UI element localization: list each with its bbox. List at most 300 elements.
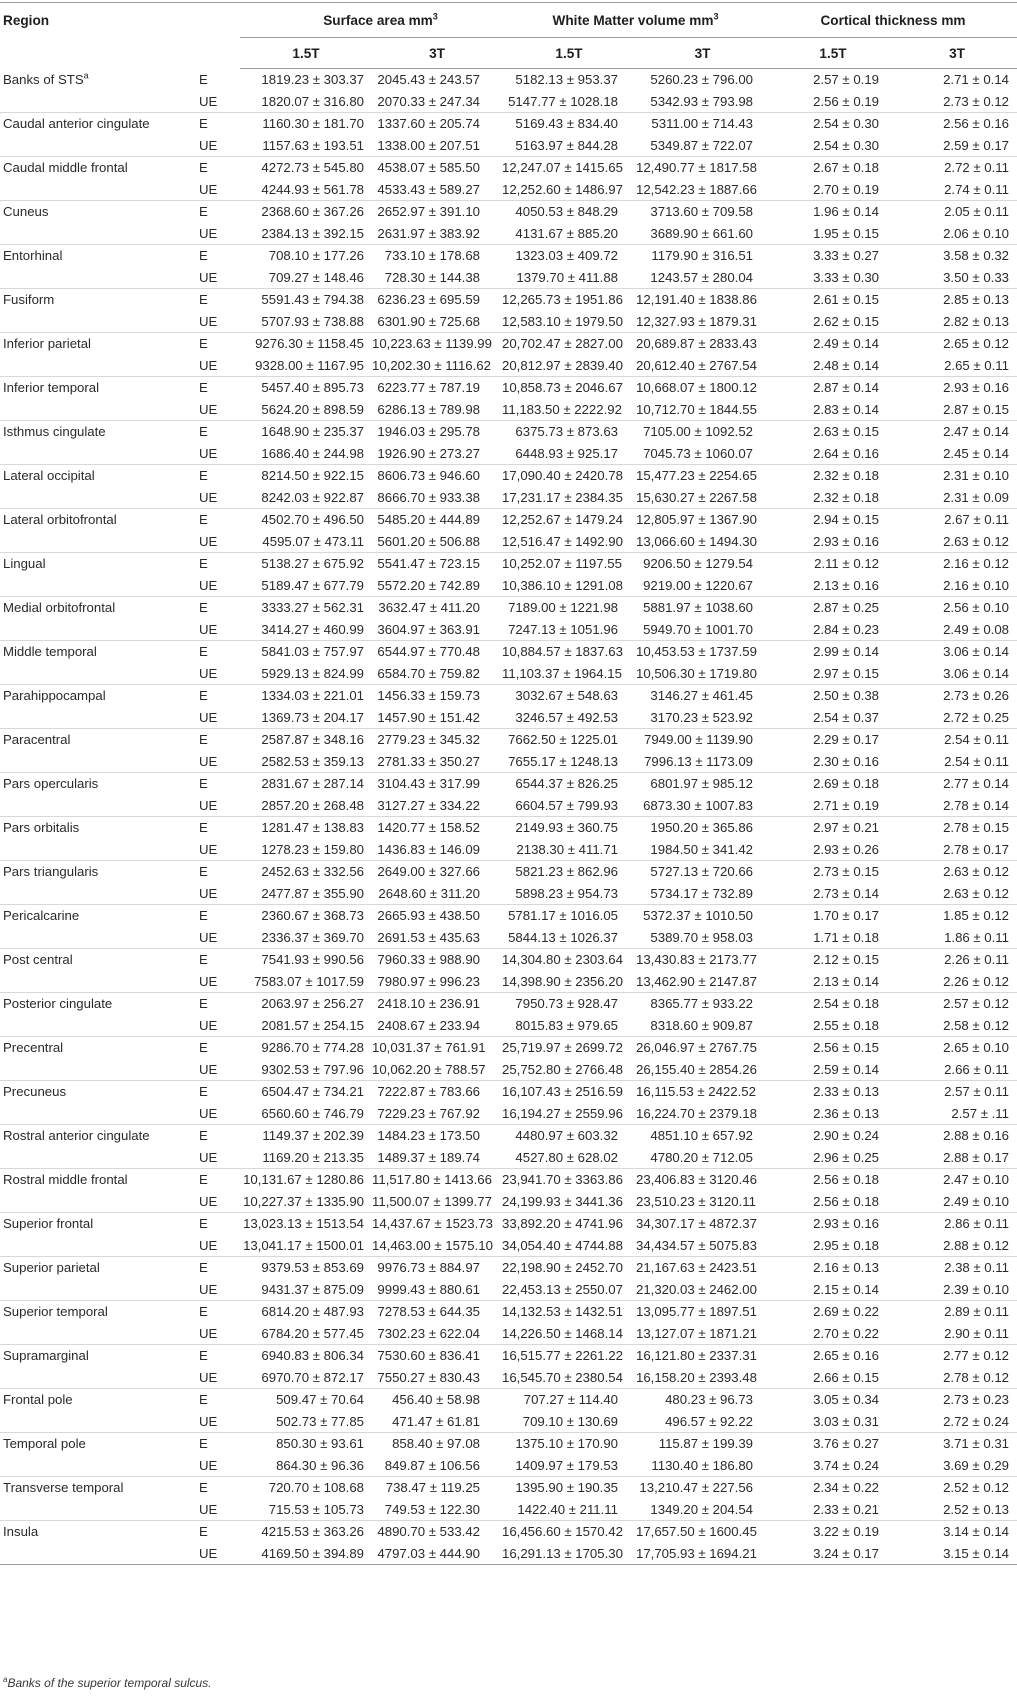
value-cell: 14,463.00 ± 1575.10	[372, 1237, 493, 1253]
table-row	[0, 663, 1017, 685]
value-cell: 34,054.40 ± 4744.88	[502, 1237, 623, 1253]
table-row	[0, 575, 1017, 597]
condition-cell: UE	[199, 225, 218, 241]
value-cell: 2.78 ± 0.14	[943, 797, 1009, 813]
value-cell: 2.56 ± 0.18	[813, 1193, 879, 1209]
value-cell: 2.93 ± 0.26	[813, 841, 879, 857]
value-cell: 2.85 ± 0.13	[897, 289, 1017, 311]
region-cell	[0, 1323, 197, 1345]
value-cell: 3.14 ± 0.14	[897, 1521, 1017, 1543]
value-cell: 7302.23 ± 622.04	[377, 1325, 480, 1341]
header-ct-3t: 3T	[897, 38, 1017, 69]
table-row	[0, 641, 1017, 663]
condition-cell: UE	[199, 885, 218, 901]
value-cell: 6970.70 ± 872.17	[261, 1369, 364, 1385]
value-cell: 2.72 ± 0.24	[943, 1413, 1009, 1429]
value-cell: 3146.27 ± 461.45	[636, 685, 769, 707]
value-cell: 5457.40 ± 895.73	[240, 377, 372, 399]
value-cell: 2.29 ± 0.17	[769, 729, 897, 751]
value-cell: 17,090.40 ± 2420.78	[502, 465, 636, 487]
value-cell: 12,542.23 ± 1887.66	[636, 181, 757, 197]
table-row	[0, 1455, 1017, 1477]
value-cell: 7247.13 ± 1051.96	[508, 621, 618, 637]
table-row	[0, 1345, 1017, 1367]
value-cell: 456.40 ± 58.98	[372, 1389, 502, 1411]
value-cell: 11,103.37 ± 1964.15	[502, 665, 622, 681]
value-cell: 2.71 ± 0.19	[813, 797, 879, 813]
value-cell: 2.73 ± 0.26	[897, 685, 1017, 707]
value-cell: 6301.90 ± 725.68	[377, 313, 480, 329]
condition-cell: E	[197, 1345, 240, 1367]
value-cell: 2.72 ± 0.25	[943, 709, 1009, 725]
table-row	[0, 311, 1017, 333]
value-cell: 2.70 ± 0.19	[813, 181, 879, 197]
value-cell: 2384.13 ± 392.15	[261, 225, 364, 241]
condition-cell: UE	[199, 1457, 218, 1473]
value-cell: 23,406.83 ± 3120.46	[636, 1169, 769, 1191]
value-cell: 3.06 ± 0.14	[897, 641, 1017, 663]
value-cell: 2.78 ± 0.12	[943, 1369, 1009, 1385]
region-cell	[0, 1499, 197, 1521]
value-cell: 22,453.13 ± 2550.07	[502, 1281, 623, 1297]
region-cell: Caudal anterior cingulate	[0, 113, 197, 135]
value-cell: 2.63 ± 0.15	[769, 421, 897, 443]
value-cell: 14,226.50 ± 1468.14	[502, 1325, 623, 1341]
header-ct-1-5t: 1.5T	[769, 38, 897, 69]
condition-cell: UE	[199, 533, 218, 549]
condition-cell: UE	[199, 401, 218, 417]
value-cell: 2.83 ± 0.14	[813, 401, 879, 417]
condition-cell: E	[197, 333, 240, 355]
value-cell: 3.22 ± 0.19	[769, 1521, 897, 1543]
condition-cell: E	[197, 509, 240, 531]
value-cell: 3.71 ± 0.31	[897, 1433, 1017, 1455]
header-region: Region	[0, 3, 197, 69]
table-row	[0, 333, 1017, 355]
region-cell: Temporal pole	[0, 1433, 197, 1455]
value-cell: 2.15 ± 0.14	[813, 1281, 879, 1297]
value-cell: 10,386.10 ± 1291.08	[502, 577, 623, 593]
value-cell: 2.45 ± 0.14	[943, 445, 1009, 461]
value-cell: 9286.70 ± 774.28	[240, 1037, 372, 1059]
value-cell: 5881.97 ± 1038.60	[636, 597, 769, 619]
value-cell: 16,115.53 ± 2422.52	[636, 1081, 769, 1103]
region-cell: Paracentral	[0, 729, 197, 751]
value-cell: 858.40 ± 97.08	[372, 1433, 502, 1455]
header-white-matter-volume: White Matter volume $mm^3$	[502, 3, 769, 38]
value-cell: 2.63 ± 0.12	[943, 533, 1009, 549]
value-cell: 2.57 ± 0.19	[813, 72, 879, 88]
value-cell: 1337.60 ± 205.74	[372, 113, 502, 135]
region-cell	[0, 795, 197, 817]
value-cell: 738.47 ± 119.25	[372, 1477, 502, 1499]
value-cell: 707.27 ± 114.40	[502, 1389, 636, 1411]
value-cell: 16,121.80 ± 2337.31	[636, 1345, 769, 1367]
value-cell: 2477.87 ± 355.90	[261, 885, 364, 901]
value-cell: 708.10 ± 177.26	[240, 245, 372, 267]
value-cell: 5707.93 ± 738.88	[261, 313, 364, 329]
value-cell: 4890.70 ± 533.42	[372, 1521, 502, 1543]
value-cell: 1349.20 ± 204.54	[650, 1501, 753, 1517]
value-cell: 15,477.23 ± 2254.65	[636, 465, 769, 487]
value-cell: 7949.00 ± 1139.90	[636, 729, 769, 751]
value-cell: 720.70 ± 108.68	[240, 1477, 372, 1499]
region-cell: Posterior cingulate	[0, 993, 197, 1015]
value-cell: 17,231.17 ± 2384.35	[502, 489, 623, 505]
value-cell: 2.56 ± 0.16	[897, 113, 1017, 135]
value-cell: 1422.40 ± 211.11	[517, 1501, 618, 1517]
value-cell: 10,884.57 ± 1837.63	[502, 641, 636, 663]
value-cell: 2.56 ± 0.18	[769, 1169, 897, 1191]
table-row	[0, 927, 1017, 949]
region-cell: Middle temporal	[0, 641, 197, 663]
condition-cell: UE	[199, 1105, 218, 1121]
table-row	[0, 1125, 1017, 1147]
value-cell: 25,719.97 ± 2699.72	[502, 1037, 636, 1059]
region-cell	[0, 1411, 197, 1433]
region-cell: Rostral middle frontal	[0, 1169, 197, 1191]
value-cell: 5541.47 ± 723.15	[372, 553, 502, 575]
region-cell: Medial orbitofrontal	[0, 597, 197, 619]
value-cell: 2.77 ± 0.12	[897, 1345, 1017, 1367]
value-cell: 2.54 ± 0.30	[813, 137, 879, 153]
value-cell: 1984.50 ± 341.42	[650, 841, 753, 857]
value-cell: 2.13 ± 0.14	[813, 973, 879, 989]
value-cell: 2.66 ± 0.15	[813, 1369, 879, 1385]
value-cell: 11,183.50 ± 2222.92	[502, 401, 622, 417]
table-row	[0, 1213, 1017, 1235]
condition-cell: UE	[199, 709, 218, 725]
value-cell: 8242.03 ± 922.87	[261, 489, 364, 505]
region-cell: Pars opercularis	[0, 773, 197, 795]
table-row	[0, 861, 1017, 883]
value-cell: 2.65 ± 0.12	[897, 333, 1017, 355]
value-cell: 2652.97 ± 391.10	[372, 201, 502, 223]
value-cell: 4595.07 ± 473.11	[262, 533, 364, 549]
condition-cell: UE	[199, 577, 218, 593]
value-cell: 2081.57 ± 254.15	[261, 1017, 364, 1033]
value-cell: 2587.87 ± 348.16	[240, 729, 372, 751]
region-cell: Lingual	[0, 553, 197, 575]
region-cell	[0, 223, 197, 245]
region-cell: Cuneus	[0, 201, 197, 223]
value-cell: 864.30 ± 96.36	[276, 1457, 364, 1473]
region-cell	[0, 531, 197, 553]
condition-cell: UE	[199, 1325, 218, 1341]
table-row	[0, 443, 1017, 465]
value-cell: 13,066.60 ± 1494.30	[636, 533, 757, 549]
value-cell: 13,127.07 ± 1871.21	[636, 1325, 757, 1341]
value-cell: 2779.23 ± 345.32	[372, 729, 502, 751]
value-cell: 2.47 ± 0.14	[897, 421, 1017, 443]
data-table	[0, 2, 1017, 1565]
value-cell: 3.33 ± 0.30	[813, 269, 879, 285]
condition-cell: E	[197, 289, 240, 311]
value-cell: 5591.43 ± 794.38	[240, 289, 372, 311]
value-cell: 2.52 ± 0.12	[897, 1477, 1017, 1499]
table-body	[0, 69, 1017, 1565]
value-cell: 1323.03 ± 409.72	[502, 245, 636, 267]
value-cell: 3.33 ± 0.27	[769, 245, 897, 267]
value-cell: 3.06 ± 0.14	[943, 665, 1009, 681]
condition-cell: E	[197, 1213, 240, 1235]
value-cell: 10,252.07 ± 1197.55	[502, 553, 636, 575]
value-cell: 3.58 ± 0.32	[897, 245, 1017, 267]
region-cell	[0, 1367, 197, 1389]
value-cell: 4272.73 ± 545.80	[240, 157, 372, 179]
value-cell: 4050.53 ± 848.29	[502, 201, 636, 223]
value-cell: 6375.73 ± 873.63	[502, 421, 636, 443]
value-cell: 3104.43 ± 317.99	[372, 773, 502, 795]
table-row	[0, 729, 1017, 751]
condition-cell: E	[197, 641, 240, 663]
table-row	[0, 1059, 1017, 1081]
value-cell: 2665.93 ± 438.50	[372, 905, 502, 927]
condition-cell: E	[197, 817, 240, 839]
value-cell: 7550.27 ± 830.43	[377, 1369, 480, 1385]
value-cell: 749.53 ± 122.30	[384, 1501, 480, 1517]
value-cell: 2.96 ± 0.25	[813, 1149, 879, 1165]
value-cell: 2.78 ± 0.15	[897, 817, 1017, 839]
value-cell: 2649.00 ± 327.66	[372, 861, 502, 883]
value-cell: 7583.07 ± 1017.59	[254, 973, 364, 989]
value-cell: 2.88 ± 0.12	[943, 1237, 1009, 1253]
value-cell: 2.84 ± 0.23	[813, 621, 879, 637]
region-cell	[0, 399, 197, 421]
value-cell: 9976.73 ± 884.97	[372, 1257, 502, 1279]
value-cell: 2.57 ± .11	[951, 1105, 1009, 1121]
value-cell: 1160.30 ± 181.70	[240, 113, 372, 135]
table-row	[0, 1499, 1017, 1521]
value-cell: 1436.83 ± 146.09	[377, 841, 480, 857]
value-cell: 2.89 ± 0.11	[897, 1301, 1017, 1323]
condition-cell: E	[197, 465, 240, 487]
value-cell: 5781.17 ± 1016.05	[502, 905, 636, 927]
table-row	[0, 201, 1017, 223]
value-cell: 4797.03 ± 444.90	[372, 1543, 502, 1565]
value-cell: 4244.93 ± 561.78	[261, 181, 364, 197]
condition-cell: E	[197, 861, 240, 883]
value-cell: 20,812.97 ± 2839.40	[502, 357, 623, 373]
value-cell: 14,437.67 ± 1523.73	[372, 1213, 502, 1235]
value-cell: 2781.33 ± 350.27	[377, 753, 480, 769]
region-cell	[0, 1191, 197, 1213]
condition-cell: E	[197, 1521, 240, 1543]
condition-cell: E	[197, 1125, 240, 1147]
value-cell: 1169.20 ± 213.35	[262, 1149, 364, 1165]
value-cell: 6448.93 ± 925.17	[515, 445, 618, 461]
value-cell: 2.66 ± 0.11	[944, 1061, 1009, 1077]
value-cell: 2.56 ± 0.10	[897, 597, 1017, 619]
table-row	[0, 421, 1017, 443]
value-cell: 2.93 ± 0.16	[897, 377, 1017, 399]
table-row	[0, 1279, 1017, 1301]
value-cell: 2.62 ± 0.15	[813, 313, 879, 329]
value-cell: 10,227.37 ± 1335.90	[243, 1193, 364, 1209]
value-cell: 20,702.47 ± 2827.00	[502, 333, 636, 355]
region-cell: Isthmus cingulate	[0, 421, 197, 443]
value-cell: 2.05 ± 0.11	[897, 201, 1017, 223]
condition-cell: E	[197, 377, 240, 399]
table-row	[0, 1521, 1017, 1543]
value-cell: 5624.20 ± 898.59	[261, 401, 364, 417]
region-cell	[0, 443, 197, 465]
value-cell: 1278.23 ± 159.80	[261, 841, 364, 857]
value-cell: 5189.47 ± 677.79	[261, 577, 364, 593]
value-cell: 12,516.47 ± 1492.90	[502, 533, 623, 549]
region-cell	[0, 927, 197, 949]
value-cell: 8365.77 ± 933.22	[636, 993, 769, 1015]
value-cell: 2045.43 ± 243.57	[377, 72, 480, 88]
value-cell: 2.54 ± 0.30	[769, 113, 897, 135]
value-cell: 20,689.87 ± 2833.43	[636, 333, 769, 355]
table-row	[0, 1037, 1017, 1059]
value-cell: 10,202.30 ± 1116.62	[372, 357, 491, 373]
value-cell: 3.05 ± 0.34	[769, 1389, 897, 1411]
value-cell: 10,223.63 ± 1139.99	[372, 333, 502, 355]
table-row	[0, 905, 1017, 927]
value-cell: 16,194.27 ± 2559.96	[502, 1105, 623, 1121]
condition-cell: UE	[199, 1369, 218, 1385]
condition-cell: E	[197, 597, 240, 619]
value-cell: 14,132.53 ± 1432.51	[502, 1301, 636, 1323]
value-cell: 6544.37 ± 826.25	[502, 773, 636, 795]
region-cell	[0, 839, 197, 861]
value-cell: 26,155.40 ± 2854.26	[636, 1061, 757, 1077]
value-cell: 2.61 ± 0.15	[769, 289, 897, 311]
condition-cell: E	[197, 1037, 240, 1059]
region-cell: Precuneus	[0, 1081, 197, 1103]
value-cell: 13,041.17 ± 1500.01	[243, 1237, 364, 1253]
condition-cell: E	[197, 729, 240, 751]
table-row	[0, 619, 1017, 641]
value-cell: 17,657.50 ± 1600.45	[636, 1521, 769, 1543]
value-cell: 12,490.77 ± 1817.58	[636, 157, 769, 179]
value-cell: 16,456.60 ± 1570.42	[502, 1521, 636, 1543]
footnote: $^a$Banks of the superior temporal sulcus.	[3, 1675, 212, 1690]
value-cell: 8015.83 ± 979.65	[515, 1017, 618, 1033]
value-cell: 1950.20 ± 365.86	[636, 817, 769, 839]
region-cell	[0, 1279, 197, 1301]
table-row	[0, 553, 1017, 575]
value-cell: 9302.53 ± 797.96	[261, 1061, 364, 1077]
value-cell: 3689.90 ± 661.60	[650, 225, 753, 241]
value-cell: 3246.57 ± 492.53	[515, 709, 618, 725]
value-cell: 2070.33 ± 247.34	[377, 93, 480, 109]
value-cell: 4533.43 ± 589.27	[377, 181, 480, 197]
value-cell: 5821.23 ± 862.96	[502, 861, 636, 883]
value-cell: 2.93 ± 0.16	[813, 533, 879, 549]
region-cell	[0, 619, 197, 641]
value-cell: 1369.73 ± 204.17	[261, 709, 364, 725]
condition-cell: E	[197, 993, 240, 1015]
value-cell: 1157.63 ± 193.51	[262, 137, 364, 153]
value-cell: 2138.30 ± 411.71	[516, 841, 618, 857]
condition-cell: E	[197, 157, 240, 179]
value-cell: 9328.00 ± 1167.95	[255, 357, 364, 373]
value-cell: 5844.13 ± 1026.37	[508, 929, 618, 945]
value-cell: 16,545.70 ± 2380.54	[502, 1369, 623, 1385]
value-cell: 2.73 ± 0.14	[813, 885, 879, 901]
value-cell: 5572.20 ± 742.89	[377, 577, 480, 593]
region-cell: Lateral occipital	[0, 465, 197, 487]
value-cell: 9276.30 ± 1158.45	[240, 333, 372, 355]
condition-cell: UE	[199, 93, 218, 109]
value-cell: 12,247.07 ± 1415.65	[502, 157, 636, 179]
region-cell: Caudal middle frontal	[0, 157, 197, 179]
condition-cell: UE	[199, 269, 218, 285]
value-cell: 1489.37 ± 189.74	[377, 1149, 480, 1165]
value-cell: 2.59 ± 0.17	[943, 137, 1009, 153]
value-cell: 34,307.17 ± 4872.37	[636, 1213, 769, 1235]
table-row	[0, 1015, 1017, 1037]
value-cell: 1395.90 ± 190.35	[502, 1477, 636, 1499]
value-cell: 6544.97 ± 770.48	[372, 641, 502, 663]
value-cell: 502.73 ± 77.85	[276, 1413, 364, 1429]
region-cell	[0, 179, 197, 201]
value-cell: 2.16 ± 0.12	[897, 553, 1017, 575]
table-row	[0, 1191, 1017, 1213]
value-cell: 496.57 ± 92.22	[665, 1413, 753, 1429]
value-cell: 2.93 ± 0.16	[769, 1213, 897, 1235]
value-cell: 1.70 ± 0.17	[769, 905, 897, 927]
table-row	[0, 1367, 1017, 1389]
value-cell: 2.11 ± 0.12	[769, 553, 897, 575]
value-cell: 14,398.90 ± 2356.20	[502, 973, 623, 989]
value-cell: 15,630.27 ± 2267.58	[636, 489, 757, 505]
value-cell: 7530.60 ± 836.41	[372, 1345, 502, 1367]
value-cell: 13,462.90 ± 2147.87	[636, 973, 757, 989]
table-row	[0, 509, 1017, 531]
table-row	[0, 1323, 1017, 1345]
value-cell: 2.56 ± 0.15	[769, 1037, 897, 1059]
region-cell: Superior parietal	[0, 1257, 197, 1279]
value-cell: 1.95 ± 0.15	[813, 225, 879, 241]
value-cell: 13,210.47 ± 227.56	[636, 1477, 769, 1499]
value-cell: 2.88 ± 0.16	[897, 1125, 1017, 1147]
value-cell: 24,199.93 ± 3441.36	[502, 1193, 623, 1209]
value-cell: 1820.07 ± 316.80	[261, 93, 364, 109]
value-cell: 6604.57 ± 799.93	[515, 797, 618, 813]
value-cell: 12,805.97 ± 1367.90	[636, 509, 769, 531]
value-cell: 2.65 ± 0.10	[897, 1037, 1017, 1059]
value-cell: 509.47 ± 70.64	[240, 1389, 372, 1411]
value-cell: 8606.73 ± 946.60	[372, 465, 502, 487]
value-cell: 8666.70 ± 933.38	[377, 489, 480, 505]
value-cell: 2.39 ± 0.10	[943, 1281, 1009, 1297]
table-row	[0, 1169, 1017, 1191]
value-cell: 2.63 ± 0.12	[943, 885, 1009, 901]
value-cell: 2.71 ± 0.14	[943, 72, 1009, 88]
value-cell: 4780.20 ± 712.05	[650, 1149, 753, 1165]
value-cell: 6286.13 ± 789.98	[377, 401, 480, 417]
value-cell: 1149.37 ± 202.39	[240, 1125, 372, 1147]
table-row	[0, 1301, 1017, 1323]
value-cell: 12,252.67 ± 1479.24	[502, 509, 636, 531]
value-cell: 7222.87 ± 783.66	[372, 1081, 502, 1103]
value-cell: 12,583.10 ± 1979.50	[502, 313, 623, 329]
value-cell: 1.71 ± 0.18	[813, 929, 879, 945]
table-row	[0, 223, 1017, 245]
value-cell: 733.10 ± 178.68	[372, 245, 502, 267]
region-cell: Precentral	[0, 1037, 197, 1059]
value-cell: 2.16 ± 0.10	[943, 577, 1009, 593]
value-cell: 10,858.73 ± 2046.67	[502, 377, 636, 399]
value-cell: 7541.93 ± 990.56	[240, 949, 372, 971]
table-row	[0, 179, 1017, 201]
condition-cell: E	[197, 1389, 240, 1411]
region-cell	[0, 1103, 197, 1125]
